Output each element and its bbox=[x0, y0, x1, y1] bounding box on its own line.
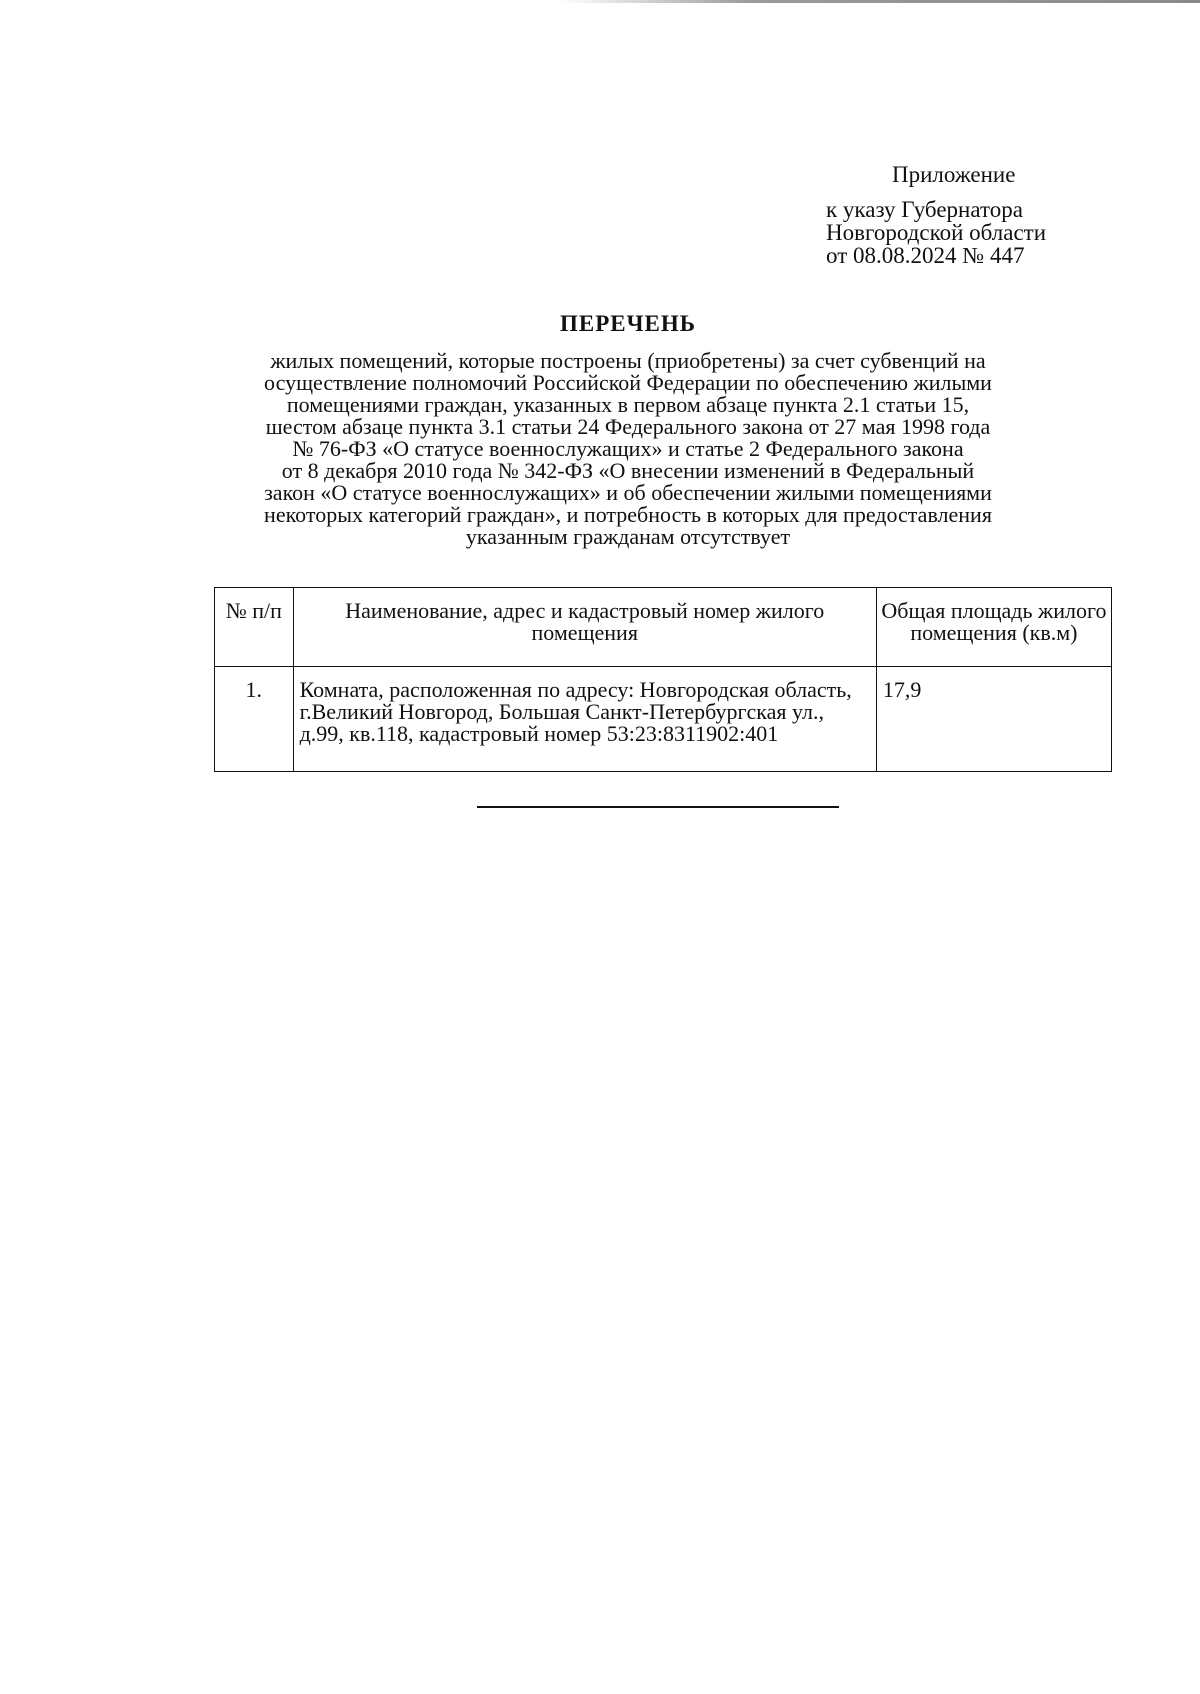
document-title: ПЕРЕЧЕНЬ bbox=[560, 311, 696, 336]
cell-name: Комната, расположенная по адресу: Новгородская область, г.Великий Новгород, Большая Санкт-Петербургская ул., д.99, кв.118, кадастровый номер 53:23:8311902:401 bbox=[293, 667, 876, 772]
appendix-line-1: к указу Губернатора bbox=[826, 197, 1023, 222]
end-divider bbox=[477, 806, 839, 808]
subtitle-line: от 8 декабря 2010 года № 342-ФЗ «О внесении изменений в Федеральный bbox=[281, 458, 975, 483]
scan-edge bbox=[560, 0, 1200, 3]
table-row bbox=[215, 667, 1112, 772]
appendix-block bbox=[826, 163, 1166, 267]
subtitle-line: жилых помещений, которые построены (приобретены) за счет субвенций на bbox=[270, 348, 986, 373]
appendix-line-2: Новгородской области bbox=[826, 220, 1047, 245]
table-header-row bbox=[215, 588, 1112, 667]
premises-table bbox=[214, 587, 1112, 772]
header-num: № п/п bbox=[215, 588, 294, 667]
header-name: Наименование, адрес и кадастровый номер жилого помещения bbox=[293, 588, 876, 667]
subtitle-line: указанным гражданам отсутствует bbox=[465, 524, 791, 549]
subtitle-line: некоторых категорий граждан», и потребность в которых для предоставления bbox=[264, 502, 992, 527]
subtitle-line: шестом абзаце пункта 3.1 статьи 24 Федерального закона от 27 мая 1998 года bbox=[265, 414, 991, 439]
subtitle-line: осуществление полномочий Российской Федерации по обеспечению жилыми bbox=[264, 370, 992, 395]
document-subtitle bbox=[200, 350, 1056, 548]
cell-num: 1. bbox=[215, 667, 294, 772]
subtitle-line: № 76-ФЗ «О статусе военнослужащих» и статье 2 Федерального закона bbox=[292, 436, 964, 461]
subtitle-line: закон «О статусе военнослужащих» и об обеспечении жилыми помещениями bbox=[264, 480, 992, 505]
appendix-heading: Приложение bbox=[892, 162, 1016, 187]
appendix-line-3: от 08.08.2024 № 447 bbox=[826, 243, 1025, 268]
subtitle-line: помещениями граждан, указанных в первом абзаце пункта 2.1 статьи 15, bbox=[286, 392, 970, 417]
header-area: Общая площадь жилого помещения (кв.м) bbox=[876, 588, 1111, 667]
cell-area: 17,9 bbox=[876, 667, 1111, 772]
